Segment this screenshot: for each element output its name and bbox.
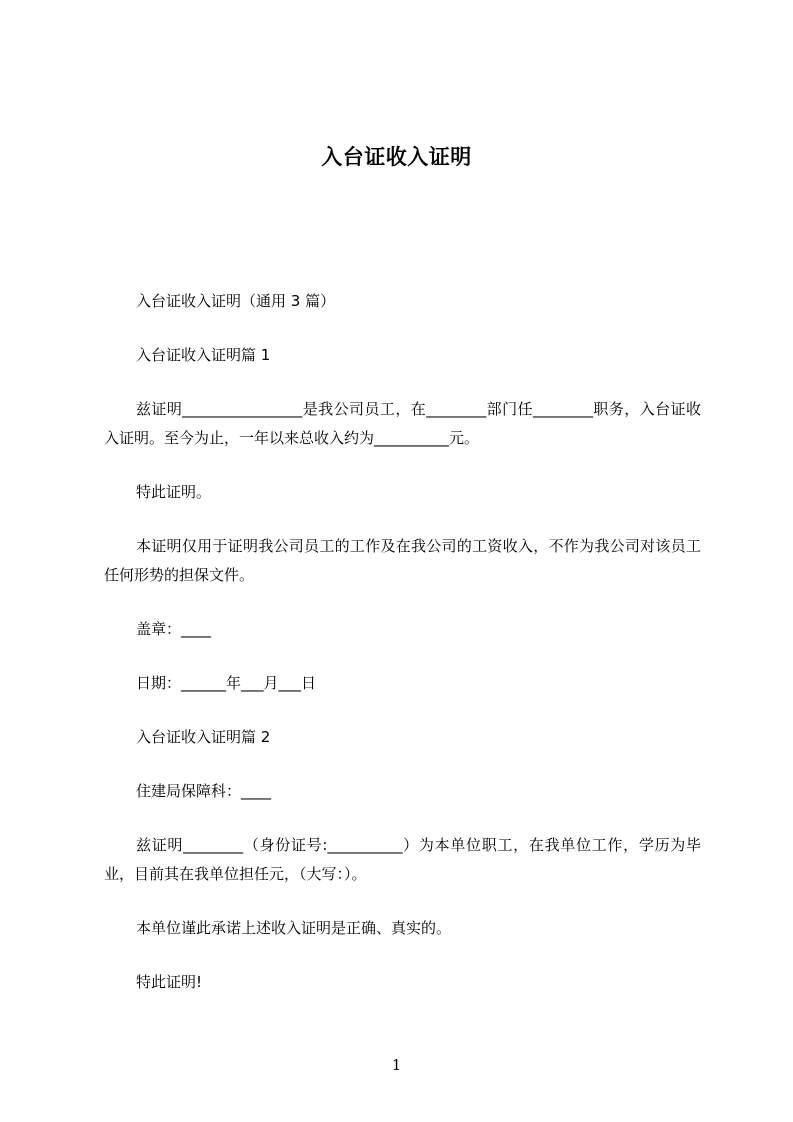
document-body <box>104 287 701 1022</box>
paragraph-certify-employee: 兹证明________________是我公司员工，在________部门任________职务，入台证收入证明。至今为止，一年以来总收入约为__________元。 <box>104 400 701 447</box>
paragraph-date: 日期：______年___月___日 <box>136 674 317 692</box>
paragraph-seal: 盖章：____ <box>136 620 212 638</box>
document-title: 入台证收入证明 <box>321 145 472 169</box>
paragraph-heading-general: 入台证收入证明（通用 3 篇） <box>136 292 336 310</box>
paragraph-commitment: 本单位谨此承诺上述收入证明是正确、真实的。 <box>136 919 452 937</box>
paragraph-hereby-certify-2: 特此证明! <box>136 973 203 991</box>
paragraph-hereby-certify: 特此证明。 <box>136 483 212 501</box>
paragraph-section-2-heading: 入台证收入证明篇 2 <box>136 728 271 746</box>
paragraph-certify-staff: 兹证明________（身份证号:__________）为本单位职工，在我单位工作，学历为毕业，目前其在我单位担任元，（大写：）。 <box>104 836 701 883</box>
paragraph-section-1-heading: 入台证收入证明篇 1 <box>136 346 271 364</box>
paragraph-addressee: 住建局保障科：____ <box>136 782 272 800</box>
paragraph-usage-disclaimer: 本证明仅用于证明我公司员工的工作及在我公司的工资收入，不作为我公司对该员工任何形势的担保文件。 <box>104 537 701 584</box>
page-number: 1 <box>391 1056 402 1074</box>
